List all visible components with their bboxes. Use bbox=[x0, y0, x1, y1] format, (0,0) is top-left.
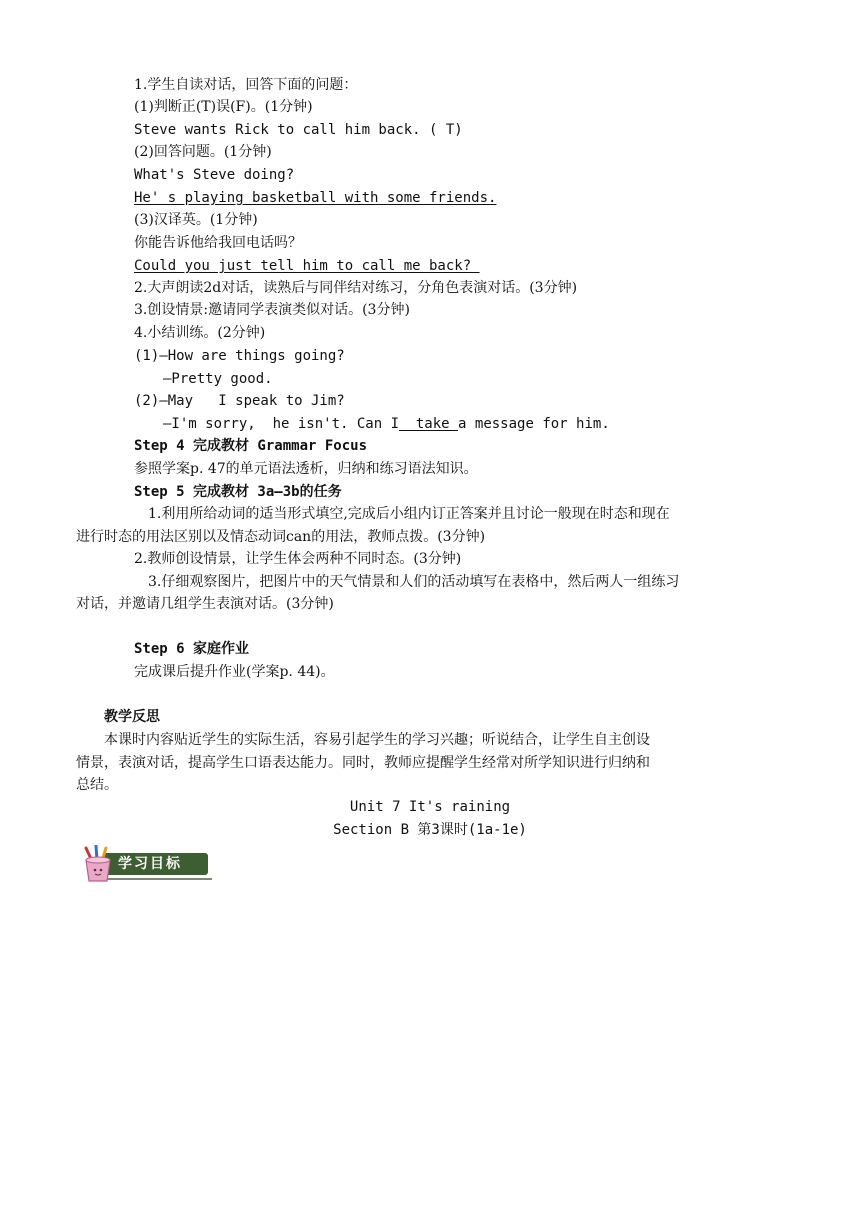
reflection-heading: 教学反思 bbox=[104, 709, 160, 725]
step-5-item-1-line-1: 1.利用所给动词的适当形式填空,完成后小组内订正答案并且讨论一般现在时态和现在 bbox=[148, 506, 670, 522]
step-5-item-1-line-2: 进行时态的用法区别以及情态动词can的用法，教师点拨。(3分钟) bbox=[76, 529, 486, 545]
task-1-part-1: (1)判断正(T)误(F)。(1分钟) bbox=[134, 99, 313, 115]
step-6-text: 完成课后提升作业(学案p. 44)。 bbox=[134, 664, 335, 680]
reflection-line-1: 本课时内容贴近学生的实际生活，容易引起学生的学习兴趣；听说结合，让学生自主创设 bbox=[104, 732, 650, 748]
learning-goals-badge bbox=[78, 845, 212, 881]
task-2-instruction: 2.大声朗读2d对话，读熟后与同伴结对练习，分角色表演对话。(3分钟) bbox=[134, 280, 578, 296]
dialog-2-line-1: (2)—May I speak to Jim? bbox=[134, 393, 345, 409]
reflection-line-3: 总结。 bbox=[76, 777, 118, 793]
dialog-1-line-2: —Pretty good. bbox=[163, 371, 273, 387]
question-text: What's Steve doing? bbox=[134, 167, 295, 183]
step-5-item-2: 2.教师创设情景，让学生体会两种不同时态。(3分钟) bbox=[134, 551, 462, 567]
section-title: Section B 第3课时(1a-1e) bbox=[333, 822, 527, 838]
dialog-1-line-1: (1)—How are things going? bbox=[134, 348, 345, 364]
task-1-instruction: 1.学生自读对话，回答下面的问题： bbox=[134, 77, 358, 93]
step-6-heading: Step 6 家庭作业 bbox=[134, 641, 250, 657]
task-1-part-3: (3)汉译英。(1分钟) bbox=[134, 212, 258, 228]
pencil-cup-icon bbox=[78, 845, 118, 883]
translation-answer: Could you just tell him to call me back? bbox=[134, 258, 480, 274]
step-5-heading: Step 5 完成教材 3a—3b的任务 bbox=[134, 484, 342, 500]
badge-underline bbox=[104, 878, 212, 880]
dialog-2-text-end: a message for him. bbox=[458, 416, 610, 432]
task-3-instruction: 3.创设情景:邀请同学表演类似对话。(3分钟) bbox=[134, 302, 410, 318]
true-false-sentence: Steve wants Rick to call him back. ( T) bbox=[134, 122, 463, 138]
step-5-item-3-line-1: 3.仔细观察图片，把图片中的天气情景和人们的活动填写在表格中，然后两人一组练习 bbox=[148, 574, 680, 590]
chinese-sentence: 你能告诉他给我回电话吗？ bbox=[134, 235, 302, 251]
task-1-part-2: (2)回答问题。(1分钟) bbox=[134, 144, 272, 160]
task-4-instruction: 4.小结训练。(2分钟) bbox=[134, 325, 266, 341]
dialog-2-line-2 bbox=[163, 413, 610, 435]
answer-text: He' s playing basketball with some friends. bbox=[134, 190, 497, 206]
badge-label: 学习目标 bbox=[118, 856, 182, 872]
step-4-text: 参照学案p. 47的单元语法透析，归纳和练习语法知识。 bbox=[134, 461, 478, 477]
dialog-2-text-start: —I'm sorry, he isn't. Can I bbox=[163, 416, 400, 432]
blank-answer: take bbox=[399, 416, 459, 432]
reflection-line-2: 情景，表演对话，提高学生口语表达能力。同时，教师应提醒学生经常对所学知识进行归纳和 bbox=[76, 755, 650, 771]
step-4-heading: Step 4 完成教材 Grammar Focus bbox=[134, 438, 368, 454]
step-5-item-3-line-2: 对话，并邀请几组学生表演对话。(3分钟) bbox=[76, 596, 334, 612]
unit-title: Unit 7 It's raining bbox=[349, 799, 511, 815]
